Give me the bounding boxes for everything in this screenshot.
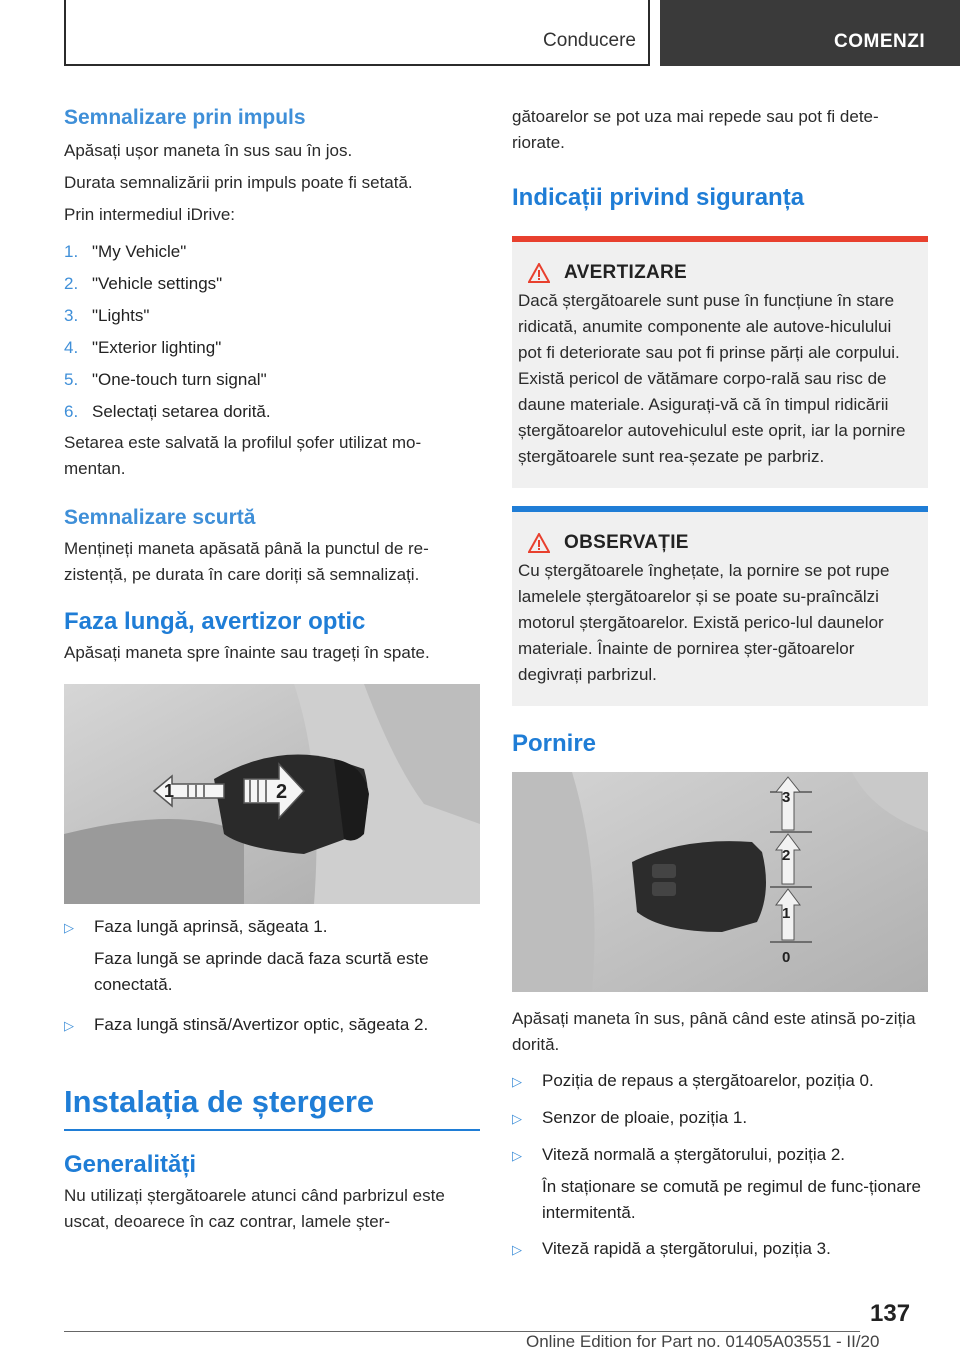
notice-title: OBSERVAȚIE	[564, 532, 689, 553]
step-item: 5. "One-touch turn signal"	[64, 370, 267, 389]
triangle-bullet-icon: ▷	[512, 1111, 522, 1126]
section-tab	[64, 0, 650, 66]
start-paragraph: Apăsați maneta în sus, până când este atinsă po-ziția dorită.	[512, 1009, 916, 1054]
triangle-bullet-icon: ▷	[64, 1018, 74, 1033]
notice-title-row	[518, 512, 918, 558]
list-item: ▷ Faza lungă stinsă/Avertizor optic, săgeata 2.	[64, 1012, 480, 1039]
wiper-heading: Instalația de ștergere	[64, 1084, 375, 1119]
step-item: 2. "Vehicle settings"	[64, 274, 223, 293]
step-item: 1. "My Vehicle"	[64, 242, 187, 261]
notice-text: Cu ștergătoarele înghețate, la pornire se pot rupe lamelele ștergătoarelor și se poate su-praîncălzi motorul ștergătoarelor. Există perico-lul daunelor materiale. Înainte de pornirea șter-gătoarelor degivrați parbrizul.	[518, 561, 890, 684]
impulse-paragraph-3: Prin intermediul iDrive:	[64, 205, 235, 224]
short-signal-paragraph: Mențineți maneta apăsată până la punctul de re-zistență, pe durata în care doriți să semnalizați.	[64, 539, 429, 584]
heading-rule	[64, 1129, 480, 1131]
warning-title-row	[518, 242, 918, 288]
step-item: 4. "Exterior lighting"	[64, 338, 222, 357]
page-number: 137	[870, 1300, 911, 1327]
position-label-2: 2	[782, 847, 791, 864]
arrow-label-2: 2	[276, 781, 288, 803]
safety-heading: Indicații privind siguranța	[512, 184, 805, 211]
list-item: ▷ Viteză rapidă a ștergătorului, poziția 3.	[512, 1236, 928, 1263]
impulse-paragraph-1: Apăsați ușor maneta în sus sau în jos.	[64, 141, 353, 160]
impulse-paragraph-4: Setarea este salvată la profilul șofer utilizat mo-mentan.	[64, 433, 422, 478]
right-column	[512, 100, 928, 1263]
list-item: ▷ Viteză normală a ștergătorului, poziția 2. În staționare se comută pe regimul de func-ționare intermitentă.	[512, 1142, 928, 1226]
stalk-illustration	[64, 684, 480, 904]
triangle-bullet-icon: ▷	[64, 920, 74, 935]
start-heading: Pornire	[512, 730, 597, 757]
impulse-paragraph-2: Durata semnalizării prin impuls poate fi setată.	[64, 173, 413, 192]
high-beam-heading: Faza lungă, avertizor optic	[64, 608, 366, 635]
wiper-positions-list	[512, 1068, 928, 1263]
wiper-stalk-figure	[512, 772, 928, 992]
triangle-bullet-icon: ▷	[512, 1242, 522, 1257]
step-item: 6. Selectați setarea dorită.	[64, 402, 271, 421]
position-label-3: 3	[782, 789, 791, 806]
triangle-bullet-icon: ▷	[512, 1148, 522, 1163]
short-signal-heading: Semnalizare scurtă	[64, 506, 256, 529]
section-title: Conducere	[543, 30, 636, 51]
list-item: ▷ Faza lungă aprinsă, săgeata 1. Faza lungă se aprinde dacă faza scurtă este conectată.	[64, 914, 480, 998]
triangle-bullet-icon: ▷	[512, 1074, 522, 1089]
high-beam-list	[64, 914, 480, 1039]
chapter-title: COMENZI	[834, 31, 926, 52]
position-label-0: 0	[782, 949, 791, 966]
notice-box	[512, 506, 928, 706]
wiper-stalk-illustration	[512, 772, 928, 992]
arrow-label-1: 1	[164, 781, 175, 801]
list-item: ▷ Senzor de ploaie, poziția 1.	[512, 1105, 928, 1132]
position-label-1: 1	[782, 905, 791, 922]
warning-title: AVERTIZARE	[564, 262, 687, 283]
notice-triangle-icon	[528, 533, 550, 553]
warning-box	[512, 236, 928, 488]
warning-text: Dacă ștergătoarele sunt puse în funcțiune în stare ridicată, anumite componente ale autove-hiculului pot fi deteriorate sau pot fi prinse părți ale corpului. Există pericol de vătămare corpo-rală sau risc de daune materiale. Asigurați-vă că în timpul ridicării ștergătoarelor autovehiculul este oprit, iar la pornire ștergătoarele sunt rea-șezate pe parbriz.	[518, 291, 906, 466]
footer-edition: Online Edition for Part no. 01405A03551 - II/20	[526, 1332, 880, 1351]
idrive-steps	[64, 236, 480, 428]
chapter-tab	[660, 0, 960, 66]
continued-paragraph: gătoarelor se pot uza mai repede sau pot fi dete-riorate.	[512, 107, 879, 152]
left-column	[64, 100, 480, 1235]
high-beam-paragraph: Apăsați maneta spre înainte sau trageți în spate.	[64, 643, 430, 662]
list-item: ▷ Poziția de repaus a ștergătoarelor, poziția 0.	[512, 1068, 928, 1095]
general-heading: Generalități	[64, 1151, 197, 1178]
page-header	[0, 0, 960, 66]
warning-triangle-icon	[528, 263, 550, 283]
high-beam-figure	[64, 684, 480, 904]
general-paragraph: Nu utilizați ștergătoarele atunci când parbrizul este uscat, deoarece în caz contrar, lamele șter-	[64, 1186, 445, 1231]
impulse-heading: Semnalizare prin impuls	[64, 106, 306, 129]
step-item: 3. "Lights"	[64, 306, 150, 325]
